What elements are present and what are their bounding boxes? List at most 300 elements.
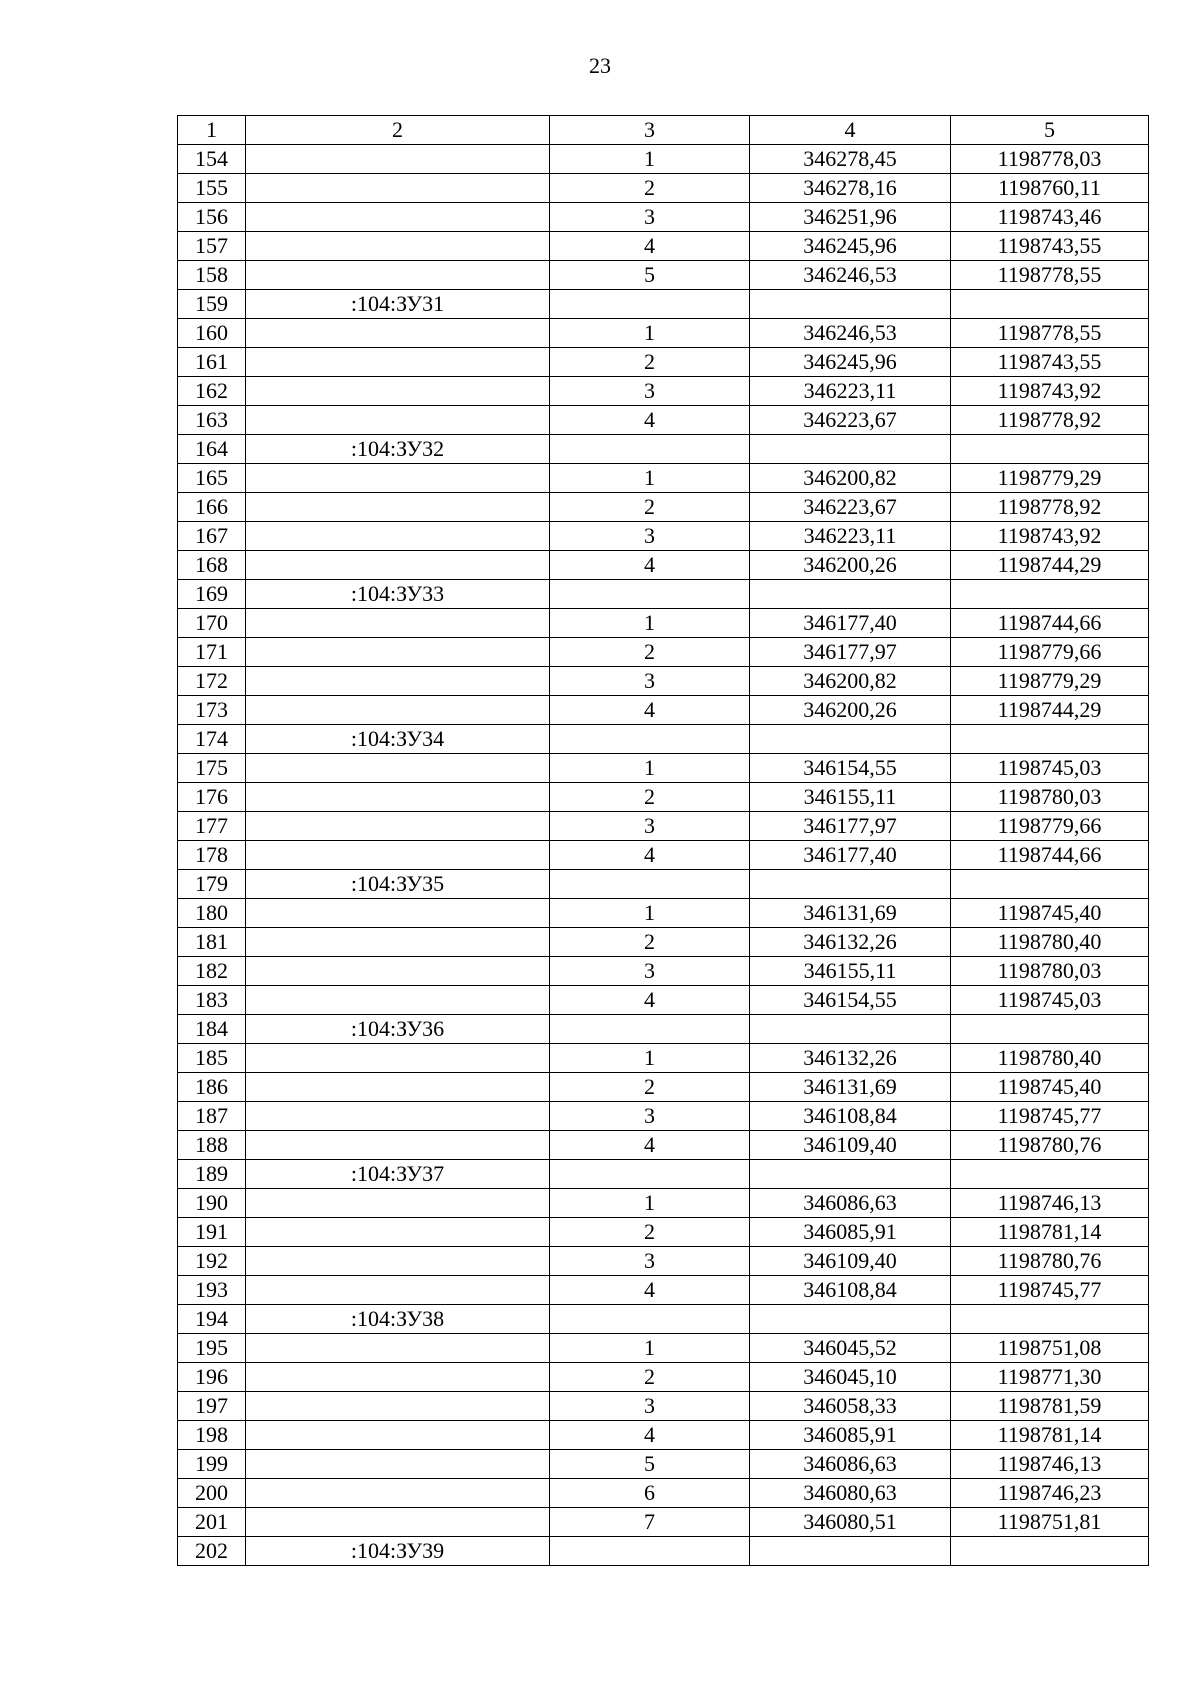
row-number-cell: 163 <box>178 406 246 435</box>
table-row <box>178 1247 1149 1276</box>
y-coordinate-cell <box>951 1015 1149 1044</box>
table-row <box>178 667 1149 696</box>
table-row <box>178 493 1149 522</box>
parcel-id-cell <box>246 1247 550 1276</box>
x-coordinate-cell: 346200,26 <box>750 696 951 725</box>
y-coordinate-cell: 1198778,92 <box>951 493 1149 522</box>
row-number-cell: 198 <box>178 1421 246 1450</box>
row-number-cell: 199 <box>178 1450 246 1479</box>
parcel-header-row <box>178 435 1149 464</box>
parcel-id-cell <box>246 1363 550 1392</box>
row-number-cell: 166 <box>178 493 246 522</box>
point-number-cell: 3 <box>550 1392 750 1421</box>
point-number-cell: 2 <box>550 493 750 522</box>
row-number-cell: 189 <box>178 1160 246 1189</box>
row-number-cell: 186 <box>178 1073 246 1102</box>
row-number-cell: 172 <box>178 667 246 696</box>
table-body <box>178 145 1149 1566</box>
x-coordinate-cell <box>750 725 951 754</box>
point-number-cell: 4 <box>550 1421 750 1450</box>
column-header-5: 5 <box>951 116 1149 145</box>
table-row <box>178 522 1149 551</box>
parcel-header-row <box>178 290 1149 319</box>
point-number-cell <box>550 870 750 899</box>
point-number-cell: 3 <box>550 812 750 841</box>
row-number-cell: 157 <box>178 232 246 261</box>
point-number-cell: 1 <box>550 1189 750 1218</box>
point-number-cell: 1 <box>550 754 750 783</box>
parcel-id-cell <box>246 1218 550 1247</box>
table-row <box>178 1363 1149 1392</box>
page-number: 23 <box>589 53 611 78</box>
table-row <box>178 1131 1149 1160</box>
y-coordinate-cell: 1198781,59 <box>951 1392 1149 1421</box>
x-coordinate-cell: 346246,53 <box>750 319 951 348</box>
parcel-id-cell <box>246 1479 550 1508</box>
x-coordinate-cell: 346245,96 <box>750 232 951 261</box>
table-row <box>178 1102 1149 1131</box>
table-row <box>178 986 1149 1015</box>
table-row <box>178 957 1149 986</box>
y-coordinate-cell: 1198779,66 <box>951 638 1149 667</box>
point-number-cell: 4 <box>550 551 750 580</box>
row-number-cell: 188 <box>178 1131 246 1160</box>
point-number-cell: 1 <box>550 464 750 493</box>
parcel-id-cell <box>246 145 550 174</box>
y-coordinate-cell: 1198779,29 <box>951 464 1149 493</box>
x-coordinate-cell: 346177,40 <box>750 609 951 638</box>
table-row <box>178 464 1149 493</box>
x-coordinate-cell: 346246,53 <box>750 261 951 290</box>
row-number-cell: 162 <box>178 377 246 406</box>
y-coordinate-cell: 1198780,76 <box>951 1247 1149 1276</box>
parcel-id-cell <box>246 1276 550 1305</box>
row-number-cell: 154 <box>178 145 246 174</box>
parcel-id-cell <box>246 1450 550 1479</box>
parcel-header-row <box>178 1160 1149 1189</box>
point-number-cell <box>550 1160 750 1189</box>
row-number-cell: 180 <box>178 899 246 928</box>
parcel-id-cell <box>246 957 550 986</box>
x-coordinate-cell: 346085,91 <box>750 1421 951 1450</box>
y-coordinate-cell: 1198781,14 <box>951 1421 1149 1450</box>
parcel-id-cell <box>246 1392 550 1421</box>
x-coordinate-cell: 346045,10 <box>750 1363 951 1392</box>
parcel-id-cell <box>246 1073 550 1102</box>
y-coordinate-cell: 1198751,81 <box>951 1508 1149 1537</box>
parcel-id-cell: :104:ЗУ39 <box>246 1537 550 1566</box>
column-header-1: 1 <box>178 116 246 145</box>
parcel-id-cell <box>246 928 550 957</box>
point-number-cell: 3 <box>550 377 750 406</box>
row-number-cell: 184 <box>178 1015 246 1044</box>
point-number-cell: 5 <box>550 1450 750 1479</box>
y-coordinate-cell: 1198745,03 <box>951 986 1149 1015</box>
x-coordinate-cell: 346108,84 <box>750 1102 951 1131</box>
point-number-cell: 2 <box>550 783 750 812</box>
x-coordinate-cell: 346278,45 <box>750 145 951 174</box>
row-number-cell: 168 <box>178 551 246 580</box>
y-coordinate-cell: 1198744,66 <box>951 841 1149 870</box>
point-number-cell: 2 <box>550 1363 750 1392</box>
point-number-cell: 2 <box>550 348 750 377</box>
y-coordinate-cell: 1198745,40 <box>951 1073 1149 1102</box>
point-number-cell: 3 <box>550 203 750 232</box>
y-coordinate-cell: 1198779,29 <box>951 667 1149 696</box>
table-row <box>178 174 1149 203</box>
y-coordinate-cell <box>951 1537 1149 1566</box>
row-number-cell: 190 <box>178 1189 246 1218</box>
y-coordinate-cell: 1198743,92 <box>951 522 1149 551</box>
parcel-id-cell: :104:ЗУ33 <box>246 580 550 609</box>
row-number-cell: 165 <box>178 464 246 493</box>
x-coordinate-cell: 346109,40 <box>750 1131 951 1160</box>
y-coordinate-cell: 1198745,40 <box>951 899 1149 928</box>
parcel-id-cell <box>246 1044 550 1073</box>
y-coordinate-cell: 1198744,66 <box>951 609 1149 638</box>
row-number-cell: 201 <box>178 1508 246 1537</box>
y-coordinate-cell: 1198746,13 <box>951 1189 1149 1218</box>
table-row <box>178 1073 1149 1102</box>
y-coordinate-cell <box>951 290 1149 319</box>
x-coordinate-cell: 346086,63 <box>750 1450 951 1479</box>
x-coordinate-cell: 346251,96 <box>750 203 951 232</box>
point-number-cell: 1 <box>550 899 750 928</box>
point-number-cell: 6 <box>550 1479 750 1508</box>
point-number-cell: 5 <box>550 261 750 290</box>
row-number-cell: 170 <box>178 609 246 638</box>
x-coordinate-cell: 346177,97 <box>750 812 951 841</box>
parcel-header-row <box>178 1537 1149 1566</box>
x-coordinate-cell: 346080,63 <box>750 1479 951 1508</box>
row-number-cell: 169 <box>178 580 246 609</box>
table-row <box>178 638 1149 667</box>
table-row <box>178 1334 1149 1363</box>
table-row <box>178 1189 1149 1218</box>
row-number-cell: 194 <box>178 1305 246 1334</box>
parcel-id-cell <box>246 1508 550 1537</box>
point-number-cell: 3 <box>550 957 750 986</box>
x-coordinate-cell: 346045,52 <box>750 1334 951 1363</box>
parcel-id-cell <box>246 667 550 696</box>
row-number-cell: 191 <box>178 1218 246 1247</box>
x-coordinate-cell: 346155,11 <box>750 957 951 986</box>
parcel-id-cell <box>246 319 550 348</box>
row-number-cell: 158 <box>178 261 246 290</box>
row-number-cell: 177 <box>178 812 246 841</box>
table-header <box>178 116 1149 145</box>
row-number-cell: 173 <box>178 696 246 725</box>
x-coordinate-cell: 346109,40 <box>750 1247 951 1276</box>
y-coordinate-cell: 1198743,55 <box>951 348 1149 377</box>
table-row <box>178 812 1149 841</box>
point-number-cell: 4 <box>550 406 750 435</box>
column-header-3: 3 <box>550 116 750 145</box>
point-number-cell: 3 <box>550 1247 750 1276</box>
point-number-cell: 3 <box>550 1102 750 1131</box>
x-coordinate-cell: 346131,69 <box>750 899 951 928</box>
point-number-cell <box>550 580 750 609</box>
x-coordinate-cell: 346177,40 <box>750 841 951 870</box>
y-coordinate-cell: 1198743,46 <box>951 203 1149 232</box>
table-row <box>178 841 1149 870</box>
parcel-id-cell <box>246 493 550 522</box>
x-coordinate-cell: 346131,69 <box>750 1073 951 1102</box>
row-number-cell: 174 <box>178 725 246 754</box>
y-coordinate-cell: 1198746,23 <box>951 1479 1149 1508</box>
x-coordinate-cell: 346223,11 <box>750 522 951 551</box>
point-number-cell: 4 <box>550 1131 750 1160</box>
y-coordinate-cell: 1198780,40 <box>951 928 1149 957</box>
table-row <box>178 754 1149 783</box>
point-number-cell: 7 <box>550 1508 750 1537</box>
point-number-cell: 1 <box>550 145 750 174</box>
column-header-2: 2 <box>246 116 550 145</box>
parcel-id-cell <box>246 464 550 493</box>
parcel-id-cell <box>246 696 550 725</box>
table-row <box>178 1421 1149 1450</box>
x-coordinate-cell <box>750 580 951 609</box>
parcel-id-cell <box>246 522 550 551</box>
parcel-id-cell <box>246 812 550 841</box>
y-coordinate-cell: 1198744,29 <box>951 551 1149 580</box>
y-coordinate-cell: 1198780,03 <box>951 783 1149 812</box>
row-number-cell: 185 <box>178 1044 246 1073</box>
parcel-id-cell <box>246 377 550 406</box>
y-coordinate-cell: 1198779,66 <box>951 812 1149 841</box>
table-row <box>178 1392 1149 1421</box>
parcel-id-cell <box>246 1334 550 1363</box>
row-number-cell: 196 <box>178 1363 246 1392</box>
parcel-id-cell <box>246 232 550 261</box>
point-number-cell: 4 <box>550 841 750 870</box>
row-number-cell: 202 <box>178 1537 246 1566</box>
table-row <box>178 1479 1149 1508</box>
row-number-cell: 156 <box>178 203 246 232</box>
row-number-cell: 200 <box>178 1479 246 1508</box>
x-coordinate-cell <box>750 290 951 319</box>
y-coordinate-cell <box>951 725 1149 754</box>
table-row <box>178 406 1149 435</box>
y-coordinate-cell: 1198743,55 <box>951 232 1149 261</box>
point-number-cell <box>550 290 750 319</box>
parcel-id-cell <box>246 1421 550 1450</box>
point-number-cell: 3 <box>550 667 750 696</box>
y-coordinate-cell: 1198778,92 <box>951 406 1149 435</box>
point-number-cell: 4 <box>550 1276 750 1305</box>
row-number-cell: 192 <box>178 1247 246 1276</box>
point-number-cell: 1 <box>550 319 750 348</box>
parcel-id-cell: :104:ЗУ36 <box>246 1015 550 1044</box>
x-coordinate-cell: 346223,67 <box>750 493 951 522</box>
point-number-cell <box>550 725 750 754</box>
row-number-cell: 181 <box>178 928 246 957</box>
x-coordinate-cell: 346086,63 <box>750 1189 951 1218</box>
header-row <box>178 116 1149 145</box>
table-row <box>178 783 1149 812</box>
point-number-cell <box>550 435 750 464</box>
point-number-cell: 4 <box>550 696 750 725</box>
parcel-id-cell <box>246 1189 550 1218</box>
row-number-cell: 160 <box>178 319 246 348</box>
row-number-cell: 178 <box>178 841 246 870</box>
y-coordinate-cell: 1198751,08 <box>951 1334 1149 1363</box>
x-coordinate-cell <box>750 870 951 899</box>
parcel-id-cell <box>246 609 550 638</box>
table-row <box>178 696 1149 725</box>
x-coordinate-cell: 346223,67 <box>750 406 951 435</box>
parcel-id-cell <box>246 203 550 232</box>
table-row <box>178 1276 1149 1305</box>
x-coordinate-cell <box>750 1305 951 1334</box>
table-row <box>178 551 1149 580</box>
row-number-cell: 155 <box>178 174 246 203</box>
y-coordinate-cell: 1198780,40 <box>951 1044 1149 1073</box>
table-row <box>178 348 1149 377</box>
row-number-cell: 187 <box>178 1102 246 1131</box>
y-coordinate-cell <box>951 870 1149 899</box>
table-row <box>178 145 1149 174</box>
table-row <box>178 203 1149 232</box>
x-coordinate-cell: 346085,91 <box>750 1218 951 1247</box>
x-coordinate-cell: 346058,33 <box>750 1392 951 1421</box>
parcel-id-cell <box>246 1102 550 1131</box>
point-number-cell: 1 <box>550 1334 750 1363</box>
point-number-cell <box>550 1305 750 1334</box>
parcel-id-cell <box>246 174 550 203</box>
y-coordinate-cell <box>951 435 1149 464</box>
y-coordinate-cell <box>951 1305 1149 1334</box>
x-coordinate-cell: 346223,11 <box>750 377 951 406</box>
parcel-id-cell <box>246 348 550 377</box>
parcel-id-cell <box>246 899 550 928</box>
x-coordinate-cell: 346108,84 <box>750 1276 951 1305</box>
row-number-cell: 179 <box>178 870 246 899</box>
table-row <box>178 261 1149 290</box>
table-row <box>178 232 1149 261</box>
parcel-id-cell <box>246 638 550 667</box>
x-coordinate-cell: 346278,16 <box>750 174 951 203</box>
x-coordinate-cell: 346132,26 <box>750 1044 951 1073</box>
x-coordinate-cell: 346177,97 <box>750 638 951 667</box>
point-number-cell <box>550 1537 750 1566</box>
parcel-id-cell: :104:ЗУ37 <box>246 1160 550 1189</box>
point-number-cell: 2 <box>550 638 750 667</box>
point-number-cell: 1 <box>550 1044 750 1073</box>
point-number-cell: 4 <box>550 986 750 1015</box>
parcel-id-cell: :104:ЗУ32 <box>246 435 550 464</box>
x-coordinate-cell <box>750 1015 951 1044</box>
table-row <box>178 609 1149 638</box>
x-coordinate-cell <box>750 435 951 464</box>
row-number-cell: 197 <box>178 1392 246 1421</box>
table-row <box>178 1450 1149 1479</box>
point-number-cell: 2 <box>550 1218 750 1247</box>
y-coordinate-cell: 1198760,11 <box>951 174 1149 203</box>
parcel-id-cell <box>246 406 550 435</box>
parcel-id-cell <box>246 261 550 290</box>
point-number-cell: 2 <box>550 1073 750 1102</box>
parcel-header-row <box>178 1305 1149 1334</box>
parcel-header-row <box>178 1015 1149 1044</box>
table-row <box>178 377 1149 406</box>
x-coordinate-cell <box>750 1537 951 1566</box>
parcel-id-cell <box>246 783 550 812</box>
table-row <box>178 899 1149 928</box>
point-number-cell: 4 <box>550 232 750 261</box>
y-coordinate-cell: 1198780,03 <box>951 957 1149 986</box>
x-coordinate-cell: 346154,55 <box>750 986 951 1015</box>
row-number-cell: 195 <box>178 1334 246 1363</box>
y-coordinate-cell: 1198745,77 <box>951 1102 1149 1131</box>
table-row <box>178 1508 1149 1537</box>
parcel-header-row <box>178 870 1149 899</box>
parcel-header-row <box>178 580 1149 609</box>
x-coordinate-cell: 346200,82 <box>750 667 951 696</box>
y-coordinate-cell: 1198781,14 <box>951 1218 1149 1247</box>
table-row <box>178 319 1149 348</box>
point-number-cell <box>550 1015 750 1044</box>
parcel-header-row <box>178 725 1149 754</box>
y-coordinate-cell: 1198780,76 <box>951 1131 1149 1160</box>
point-number-cell: 2 <box>550 174 750 203</box>
x-coordinate-cell <box>750 1160 951 1189</box>
table-row <box>178 1044 1149 1073</box>
y-coordinate-cell <box>951 1160 1149 1189</box>
parcel-id-cell <box>246 841 550 870</box>
y-coordinate-cell: 1198771,30 <box>951 1363 1149 1392</box>
parcel-id-cell: :104:ЗУ35 <box>246 870 550 899</box>
row-number-cell: 183 <box>178 986 246 1015</box>
parcel-id-cell <box>246 1131 550 1160</box>
parcel-id-cell: :104:ЗУ31 <box>246 290 550 319</box>
row-number-cell: 182 <box>178 957 246 986</box>
row-number-cell: 175 <box>178 754 246 783</box>
y-coordinate-cell: 1198743,92 <box>951 377 1149 406</box>
y-coordinate-cell: 1198778,55 <box>951 261 1149 290</box>
row-number-cell: 161 <box>178 348 246 377</box>
y-coordinate-cell <box>951 580 1149 609</box>
x-coordinate-cell: 346200,82 <box>750 464 951 493</box>
point-number-cell: 2 <box>550 928 750 957</box>
parcel-id-cell <box>246 754 550 783</box>
row-number-cell: 167 <box>178 522 246 551</box>
x-coordinate-cell: 346132,26 <box>750 928 951 957</box>
row-number-cell: 159 <box>178 290 246 319</box>
coordinates-table <box>177 115 1149 1566</box>
row-number-cell: 164 <box>178 435 246 464</box>
y-coordinate-cell: 1198744,29 <box>951 696 1149 725</box>
y-coordinate-cell: 1198778,03 <box>951 145 1149 174</box>
x-coordinate-cell: 346154,55 <box>750 754 951 783</box>
parcel-id-cell <box>246 551 550 580</box>
x-coordinate-cell: 346200,26 <box>750 551 951 580</box>
parcel-id-cell <box>246 986 550 1015</box>
x-coordinate-cell: 346245,96 <box>750 348 951 377</box>
column-header-4: 4 <box>750 116 951 145</box>
point-number-cell: 3 <box>550 522 750 551</box>
x-coordinate-cell: 346080,51 <box>750 1508 951 1537</box>
y-coordinate-cell: 1198745,77 <box>951 1276 1149 1305</box>
row-number-cell: 176 <box>178 783 246 812</box>
table-row <box>178 928 1149 957</box>
y-coordinate-cell: 1198778,55 <box>951 319 1149 348</box>
x-coordinate-cell: 346155,11 <box>750 783 951 812</box>
table-row <box>178 1218 1149 1247</box>
row-number-cell: 171 <box>178 638 246 667</box>
y-coordinate-cell: 1198745,03 <box>951 754 1149 783</box>
row-number-cell: 193 <box>178 1276 246 1305</box>
